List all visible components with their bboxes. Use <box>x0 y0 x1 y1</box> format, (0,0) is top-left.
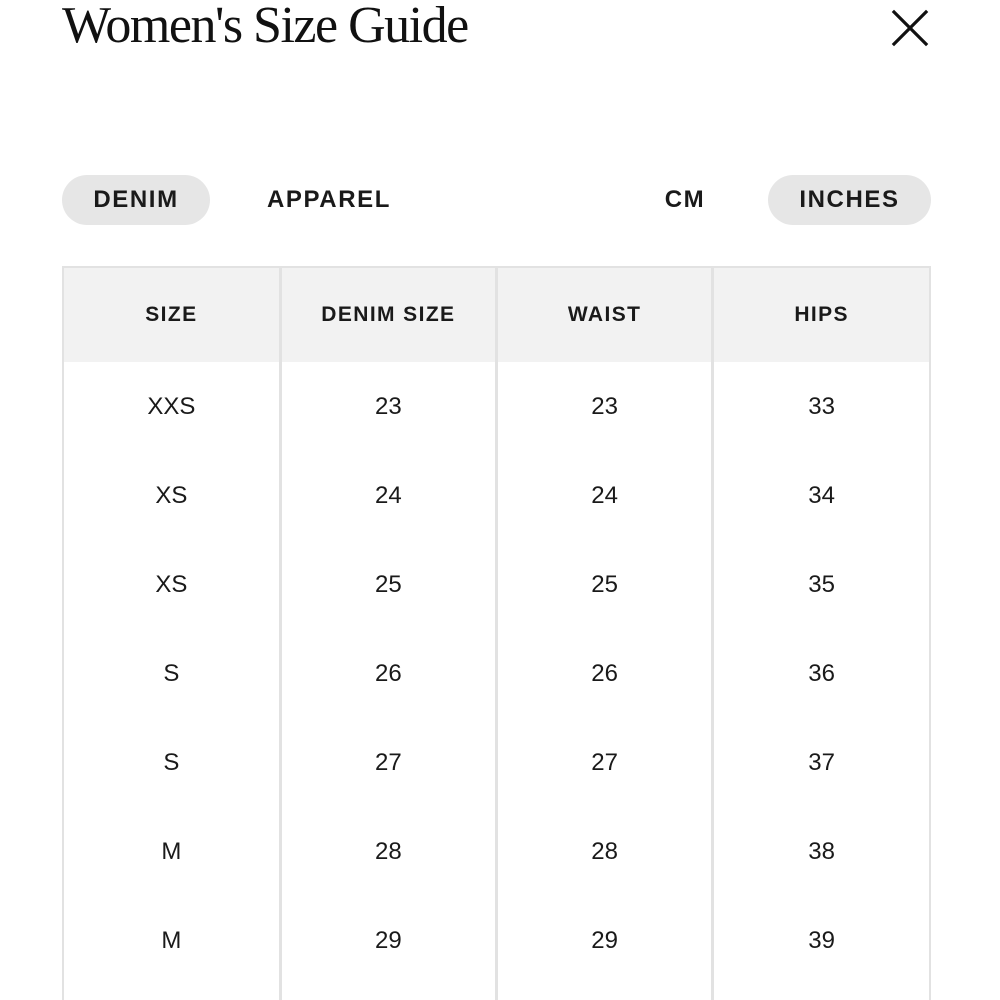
table-row <box>64 362 929 451</box>
column-header-size: SIZE <box>64 268 280 362</box>
cell-waist <box>497 985 713 1000</box>
cell-waist: 26 <box>497 629 713 718</box>
cell-size: S <box>64 629 280 718</box>
cell-size: XS <box>64 540 280 629</box>
cell-hips: 38 <box>808 837 835 865</box>
cell-hips <box>713 985 929 1000</box>
unit-toggle-inches[interactable]: INCHES <box>768 175 931 225</box>
cell-denim-size: 28 <box>280 807 496 896</box>
page-title: Women's Size Guide <box>62 0 468 54</box>
unit-toggle-cm[interactable]: CM <box>664 186 706 213</box>
table-row <box>64 807 929 896</box>
size-table <box>62 266 931 1000</box>
table-header-row <box>64 268 929 362</box>
cell-size: XS <box>64 451 280 540</box>
cell-denim-size: 27 <box>280 718 496 807</box>
cell-denim-size: 29 <box>280 896 496 985</box>
cell-hips: 33 <box>808 392 835 420</box>
tab-apparel[interactable]: APPAREL <box>266 186 392 213</box>
table-row <box>64 896 929 985</box>
cell-waist: 27 <box>497 718 713 807</box>
cell-size: XXS <box>64 362 280 451</box>
cell-size: M <box>64 807 280 896</box>
table-row <box>64 718 929 807</box>
cell-hips: 36 <box>808 659 835 687</box>
close-button[interactable] <box>886 4 934 52</box>
column-header-hips: HIPS <box>713 268 929 362</box>
table-row <box>64 629 929 718</box>
cell-hips: 34 <box>808 481 835 509</box>
table-row <box>64 540 929 629</box>
column-header-waist: WAIST <box>497 268 713 362</box>
cell-waist: 25 <box>497 540 713 629</box>
cell-waist: 23 <box>497 362 713 451</box>
cell-size <box>64 985 280 1000</box>
cell-waist: 29 <box>497 896 713 985</box>
cell-hips: 39 <box>808 926 835 954</box>
cell-waist: 28 <box>497 807 713 896</box>
cell-size: S <box>64 718 280 807</box>
cell-size: M <box>64 896 280 985</box>
cell-denim-size: 24 <box>280 451 496 540</box>
table-row <box>64 985 929 1000</box>
cell-hips: 35 <box>808 570 835 598</box>
tab-denim[interactable]: DENIM <box>62 175 210 225</box>
table-row <box>64 451 929 540</box>
close-icon <box>886 4 934 52</box>
cell-denim-size: 26 <box>280 629 496 718</box>
cell-denim-size: 23 <box>280 362 496 451</box>
cell-denim-size <box>280 985 496 1000</box>
column-header-denim-size: DENIM SIZE <box>280 268 496 362</box>
cell-waist: 24 <box>497 451 713 540</box>
cell-denim-size: 25 <box>280 540 496 629</box>
cell-hips: 37 <box>808 748 835 776</box>
